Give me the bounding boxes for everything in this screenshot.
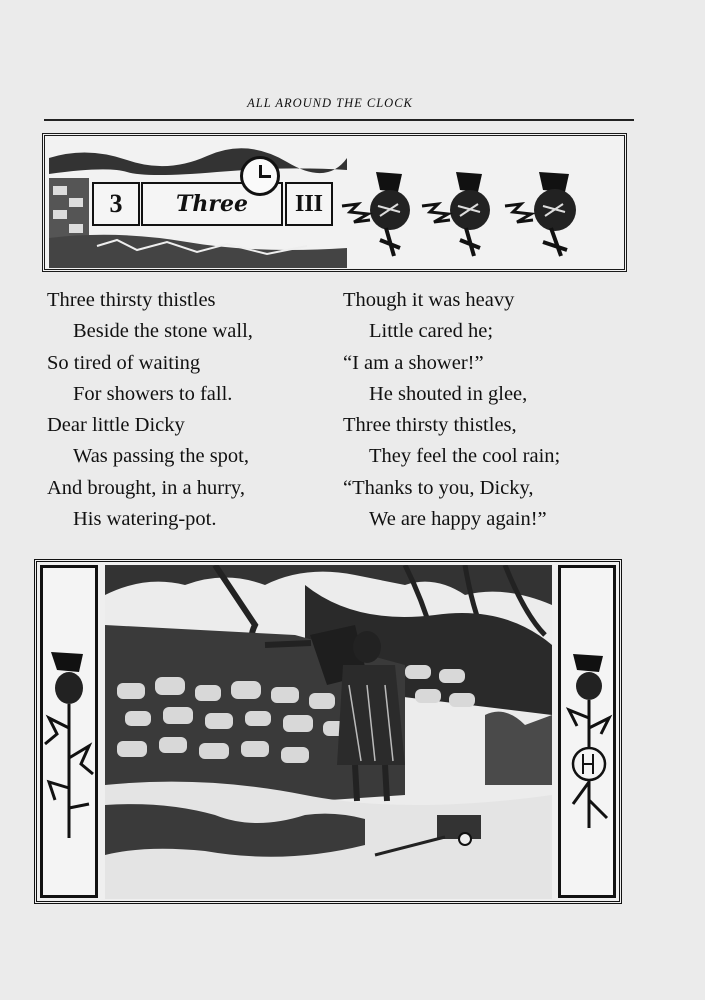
poem-line: Though it was heavy bbox=[343, 289, 515, 311]
clock-icon bbox=[240, 156, 280, 196]
header-rule bbox=[44, 119, 634, 121]
poem-line: Three thirsty thistles, bbox=[343, 414, 517, 437]
numeral-banner bbox=[42, 133, 627, 272]
thistle-icon bbox=[420, 170, 500, 260]
poem-line: Little cared he; bbox=[369, 320, 494, 343]
side-panel-right bbox=[558, 565, 616, 898]
poem-line: “I am a shower!” bbox=[343, 351, 484, 374]
thistle-icon bbox=[503, 170, 583, 260]
poem-line: We are happy again!” bbox=[369, 508, 547, 531]
child-with-watering-pot-icon bbox=[105, 565, 552, 899]
poem-line: Dear little Dicky bbox=[47, 414, 185, 437]
side-panel-left bbox=[40, 565, 98, 898]
thistle-icon bbox=[340, 170, 420, 260]
numeral-word-box: Three bbox=[141, 182, 283, 226]
poem-line: Was passing the spot, bbox=[73, 445, 250, 468]
thistle-monogram-icon bbox=[561, 568, 613, 895]
poem-line: They feel the cool rain; bbox=[369, 445, 561, 468]
poem-line: “Thanks to you, Dicky, bbox=[343, 476, 534, 499]
illustration-frame bbox=[34, 559, 622, 904]
running-head: ALL AROUND THE CLOCK bbox=[247, 96, 413, 110]
poem-line: His watering-pot. bbox=[73, 508, 217, 531]
poem-line: For showers to fall. bbox=[73, 382, 233, 405]
arabic-numeral-box: 3 bbox=[92, 182, 140, 226]
roman-numeral-box: III bbox=[285, 182, 333, 226]
poem-line: Beside the stone wall, bbox=[73, 320, 253, 343]
poem-line: So tired of waiting bbox=[47, 351, 201, 374]
poem-line: And brought, in a hurry, bbox=[47, 476, 245, 499]
poem-column-left bbox=[47, 285, 253, 535]
poem-line: He shouted in glee, bbox=[369, 382, 528, 405]
poem-line: Three thirsty thistles bbox=[47, 289, 216, 311]
poem-column-right bbox=[343, 285, 560, 535]
thistle-icon bbox=[43, 568, 95, 895]
